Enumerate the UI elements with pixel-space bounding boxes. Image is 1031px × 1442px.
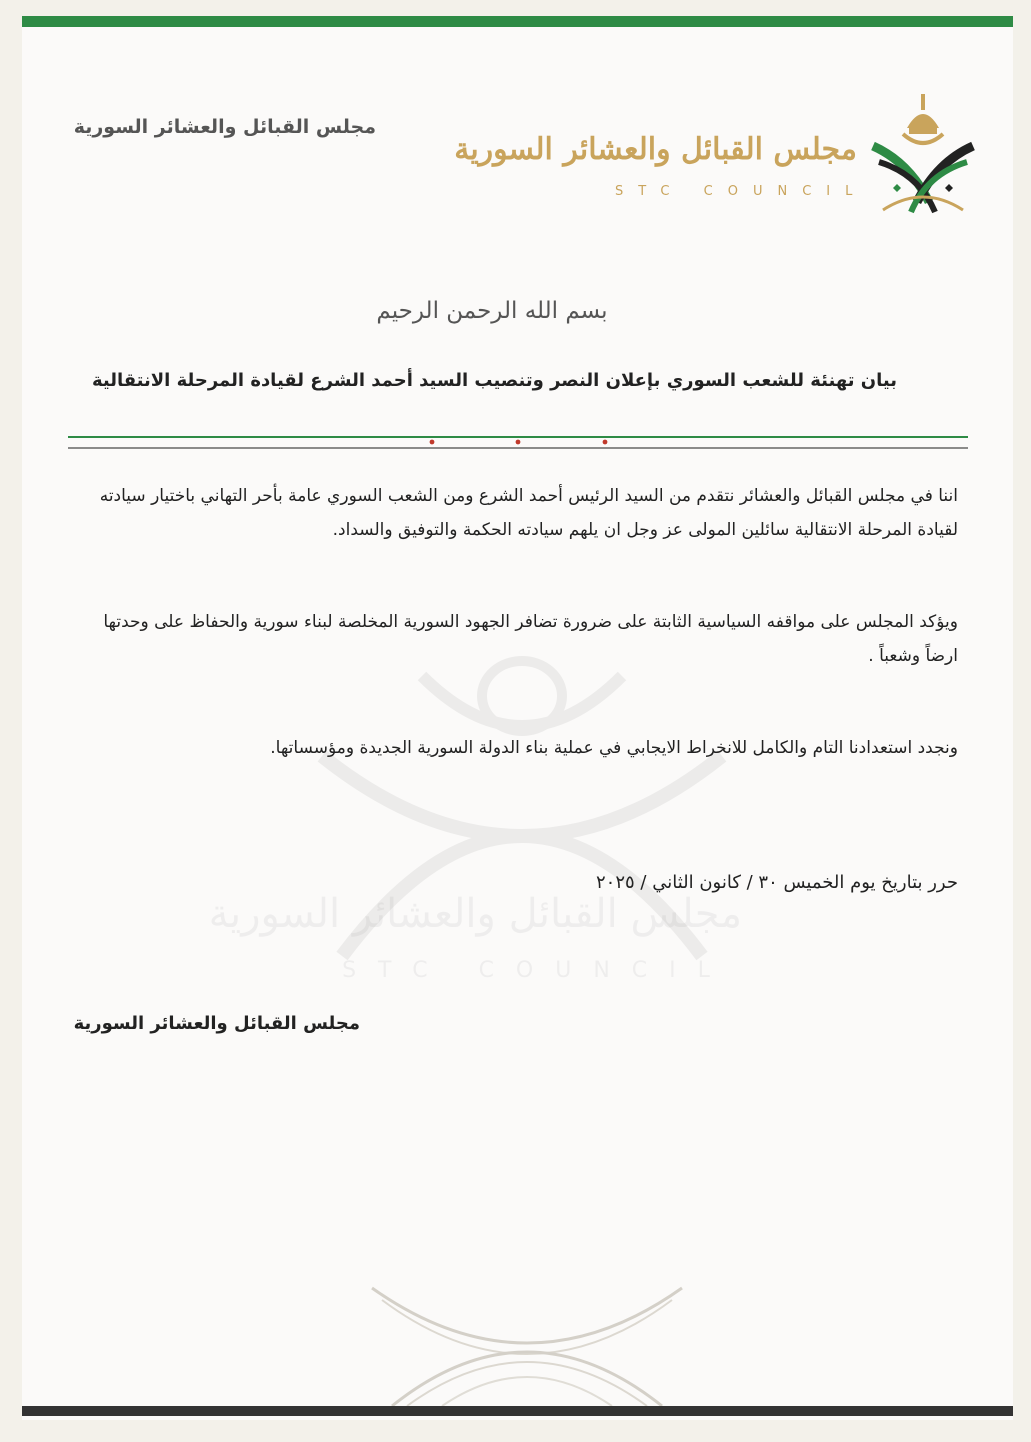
arc-ornament-icon — [362, 1278, 692, 1408]
basmala: بسم الله الرحمن الرحيم — [376, 298, 608, 324]
watermark-arabic-text: مجلس القبائل والعشائر السورية — [208, 891, 742, 937]
date-line: حرر بتاريخ يوم الخميس ٣٠ / كانون الثاني / ٢٠٢٥ — [596, 872, 958, 893]
top-green-bar — [22, 16, 1013, 27]
document-title: بيان تهنئة للشعب السوري بإعلان النصر وتنصيب السيد أحمد الشرع لقيادة المرحلة الانتقالية — [91, 370, 897, 391]
bottom-dark-bar — [22, 1406, 1013, 1416]
council-logo — [454, 92, 977, 217]
paragraph-1: اننا في مجلس القبائل والعشائر نتقدم من السيد الرئيس أحمد الشرع ومن الشعب السوري عامة بأحر التهاني باختيار سيادته لقيادة المرحلة الانتقالية سائلين المولى عز وجل ان يلهم سيادته الحكمة والتوفيق والسداد. — [99, 486, 958, 540]
paragraph-2: ويؤكد المجلس على مواقفه السياسية الثابتة على ضرورة تضافر الجهود السورية المخلصة لبناء سورية والحفاظ على وحدتها ارضاً وشعباً . — [103, 612, 958, 666]
header-org-name: مجلس القبائل والعشائر السورية — [73, 116, 376, 138]
logo-arabic-text: مجلس القبائل والعشائر السورية — [454, 132, 857, 167]
document-page — [22, 16, 1013, 1420]
council-emblem-icon — [869, 92, 977, 217]
title-divider — [68, 434, 968, 450]
logo-english-text: STC COUNCIL — [615, 184, 868, 199]
watermark-english-text: STC COUNCIL — [342, 958, 732, 983]
signature: مجلس القبائل والعشائر السورية — [73, 1013, 360, 1034]
paragraph-3: ونجدد استعدادنا التام والكامل للانخراط الايجابي في عملية بناء الدولة السورية الجديدة ومؤسساتها. — [270, 738, 958, 758]
watermark-emblem-icon — [208, 636, 742, 996]
